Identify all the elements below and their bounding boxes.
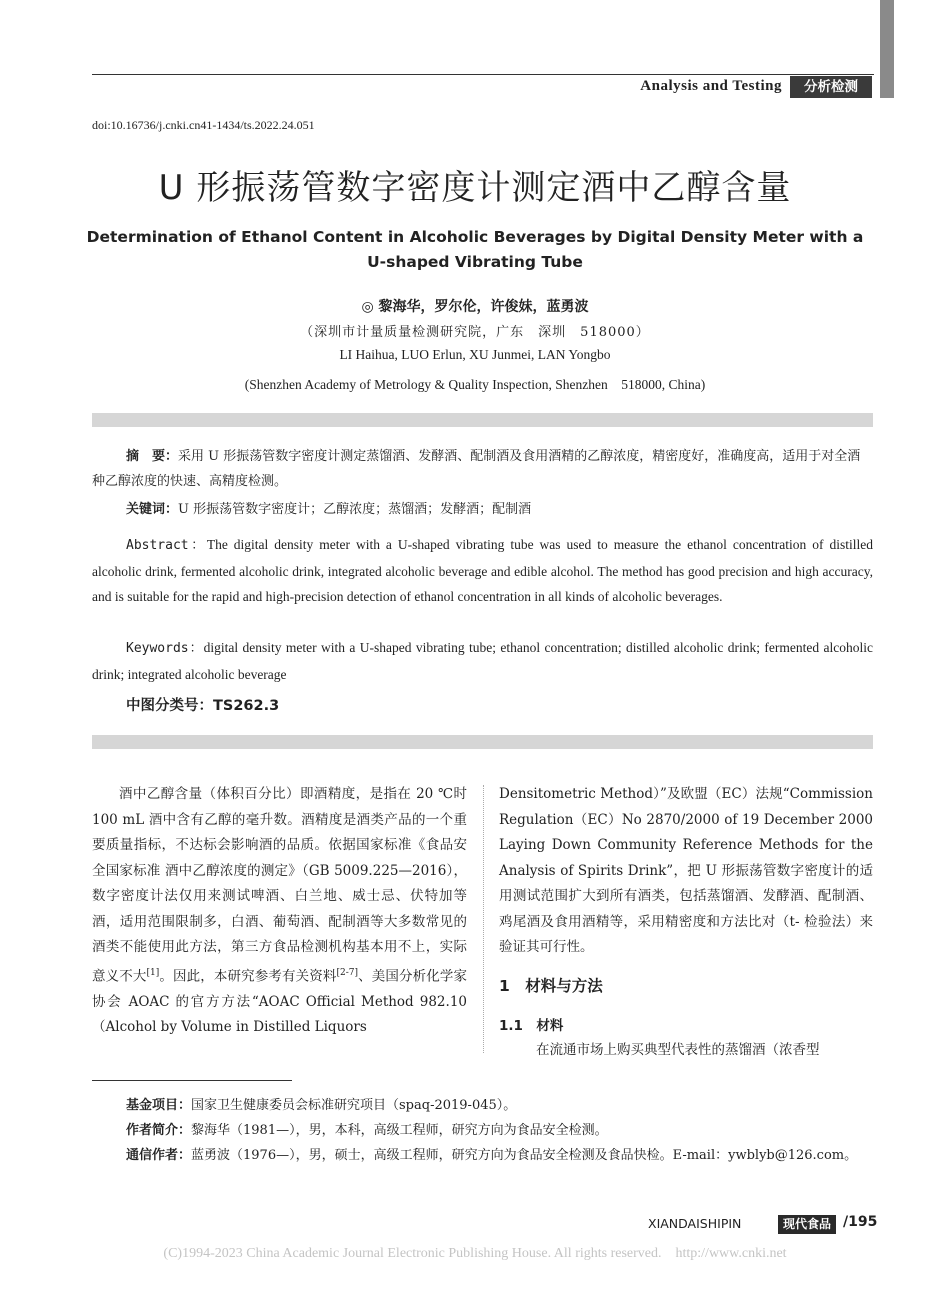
footnote-text: 蓝勇波（1976—），男，硕士，高级工程师，研究方向为食品安全检测及食品快检。E-mail：ywblyb@126.com。 bbox=[191, 1148, 858, 1163]
column-divider bbox=[483, 785, 484, 1053]
affiliation-chinese: （深圳市计量质量检测研究院，广东 深圳 518000） bbox=[300, 325, 650, 340]
footnote-author bbox=[92, 1118, 873, 1143]
keywords-chinese-text: U 形振荡管数字密度计；乙醇浓度；蒸馏酒；发酵酒；配制酒 bbox=[178, 502, 532, 517]
body-right-paragraph: 在流通市场上购买典型代表性的蒸馏酒（浓香型 bbox=[536, 1042, 820, 1058]
header-rule bbox=[92, 74, 874, 75]
affiliation-english: (Shenzhen Academy of Metrology & Quality Inspection, Shenzhen 518000, China) bbox=[244, 377, 706, 392]
page-edge-tab bbox=[880, 0, 894, 98]
section-heading: 1 材料与方法 bbox=[499, 977, 603, 995]
doi[interactable]: doi:10.16736/j.cnki.cn41-1434/ts.2022.24.051 bbox=[92, 118, 315, 132]
section-header-english: Analysis and Testing bbox=[640, 78, 782, 94]
divider-band-bottom bbox=[92, 735, 873, 749]
copyright-watermark: (C)1994-2023 China Academic Journal Electronic Publishing House. All rights reserved. http://www.cnki.net bbox=[163, 1246, 787, 1261]
page-number: /195 bbox=[843, 1214, 878, 1230]
abstract-english bbox=[92, 532, 873, 610]
title-chinese: U 形振荡管数字密度计测定酒中乙醇含量 bbox=[158, 168, 792, 208]
footnote-corresponding bbox=[92, 1143, 873, 1168]
body-left-column bbox=[92, 782, 467, 1041]
authors-english: LI Haihua, LUO Erlun, XU Junmei, LAN Yongbo bbox=[339, 347, 611, 362]
abstract-chinese-label: 摘 要： bbox=[126, 449, 179, 464]
title-english: Determination of Ethanol Content in Alcoholic Beverages by Digital Density Meter with a U-shaped Vibrating Tube bbox=[86, 228, 864, 271]
keywords-english-label: Keywords： bbox=[126, 641, 204, 656]
body-text: 。因此，本研究参考有关资料 bbox=[159, 968, 337, 984]
footnote-label: 作者简介： bbox=[126, 1123, 192, 1138]
abstract-english-text: The digital density meter with a U-shaped vibrating tube was used to measure the ethanol concentration of distilled alcoholic drink, fermented alcoholic drink, integrated alcoholic beverage and edible alcohol. The method has good precision and high accuracy, and is suitable for the rapid and high-precision detection of ethanol concentration in all kinds of alcoholic beverages. bbox=[92, 537, 873, 604]
citation-ref[interactable]: [2-7] bbox=[336, 967, 359, 978]
abstract-chinese-text: 采用 U 形振荡管数字密度计测定蒸馏酒、发酵酒、配制酒及食用酒精的乙醇浓度，精密度好，准确度高，适用于对全酒种乙醇浓度的快速、高精度检测。 bbox=[92, 449, 861, 489]
footnote-label: 基金项目： bbox=[126, 1098, 192, 1113]
footnote-fund bbox=[92, 1093, 873, 1118]
footnote-text: 黎海华（1981—），男，本科，高级工程师，研究方向为食品安全检测。 bbox=[191, 1123, 608, 1138]
footnote-text: 国家卫生健康委员会标准研究项目（spaq-2019-045）。 bbox=[191, 1098, 517, 1113]
journal-name-chinese: 现代食品 bbox=[778, 1215, 836, 1234]
abstract-chinese bbox=[92, 444, 873, 494]
keywords-chinese bbox=[126, 498, 873, 517]
section-header-chinese: 分析检测 bbox=[790, 76, 872, 98]
body-text: 、美国分析化学家协会 AOAC 的官方方法“AOAC Official Method 982.10（Alcohol by Volume in Distilled Liquors bbox=[92, 968, 468, 1035]
classification-number: 中图分类号：TS262.3 bbox=[126, 698, 280, 714]
body-text: 酒中乙醇含量（体积百分比）即酒精度，是指在 20 ℃时 100 mL 酒中含有乙醇的毫升数。酒精度是酒类产品的一个重要质量指标，不达标会影响酒的品质。依据国家标准《食品安全国家标准 酒中乙醇浓度的测定》（GB 5009.225—2016），数字密度计法仅用来测试啤酒、白兰地、威士忌、伏特加等酒，适用范围限制多，白酒、葡萄酒、配制酒等大多数常见的酒类不能使用此方法，第三方食品检测机构基本用不上，实际意义不大 bbox=[92, 786, 467, 984]
abstract-english-label: Abstract： bbox=[126, 538, 207, 553]
body-right-paragraph: Densitometric Method）”及欧盟（EC）法规“Commission Regulation（EC）No 2870/2000 of 19 December 2000 Laying Down Community Reference Methods for the Analysis of Spirits Drink”，把 U 形振荡管数字密度计的适用测试范围扩大到所有酒类，包括蒸馏酒、发酵酒、配制酒、鸡尾酒及食用酒精等，采用精密度和方法比对（t- 检验法）来验证其可行性。 bbox=[499, 786, 873, 955]
keywords-english-text: digital density meter with a U-shaped vibrating tube; ethanol concentration; distilled alcoholic drink; fermented alcoholic drink; integrated alcoholic beverage bbox=[92, 640, 873, 682]
subsection-heading: 1.1 材料 bbox=[499, 1018, 564, 1034]
journal-name-pinyin: XIANDAISHIPIN bbox=[648, 1216, 742, 1231]
divider-band-top bbox=[92, 413, 873, 427]
citation-ref[interactable]: [1] bbox=[146, 967, 160, 978]
keywords-english bbox=[92, 635, 873, 687]
authors-chinese: ◎ 黎海华，罗尔伦，许俊妹，蓝勇波 bbox=[361, 299, 589, 315]
keywords-chinese-label: 关键词： bbox=[126, 502, 179, 517]
footnote-rule bbox=[92, 1080, 292, 1081]
footnote-label: 通信作者： bbox=[126, 1148, 192, 1163]
